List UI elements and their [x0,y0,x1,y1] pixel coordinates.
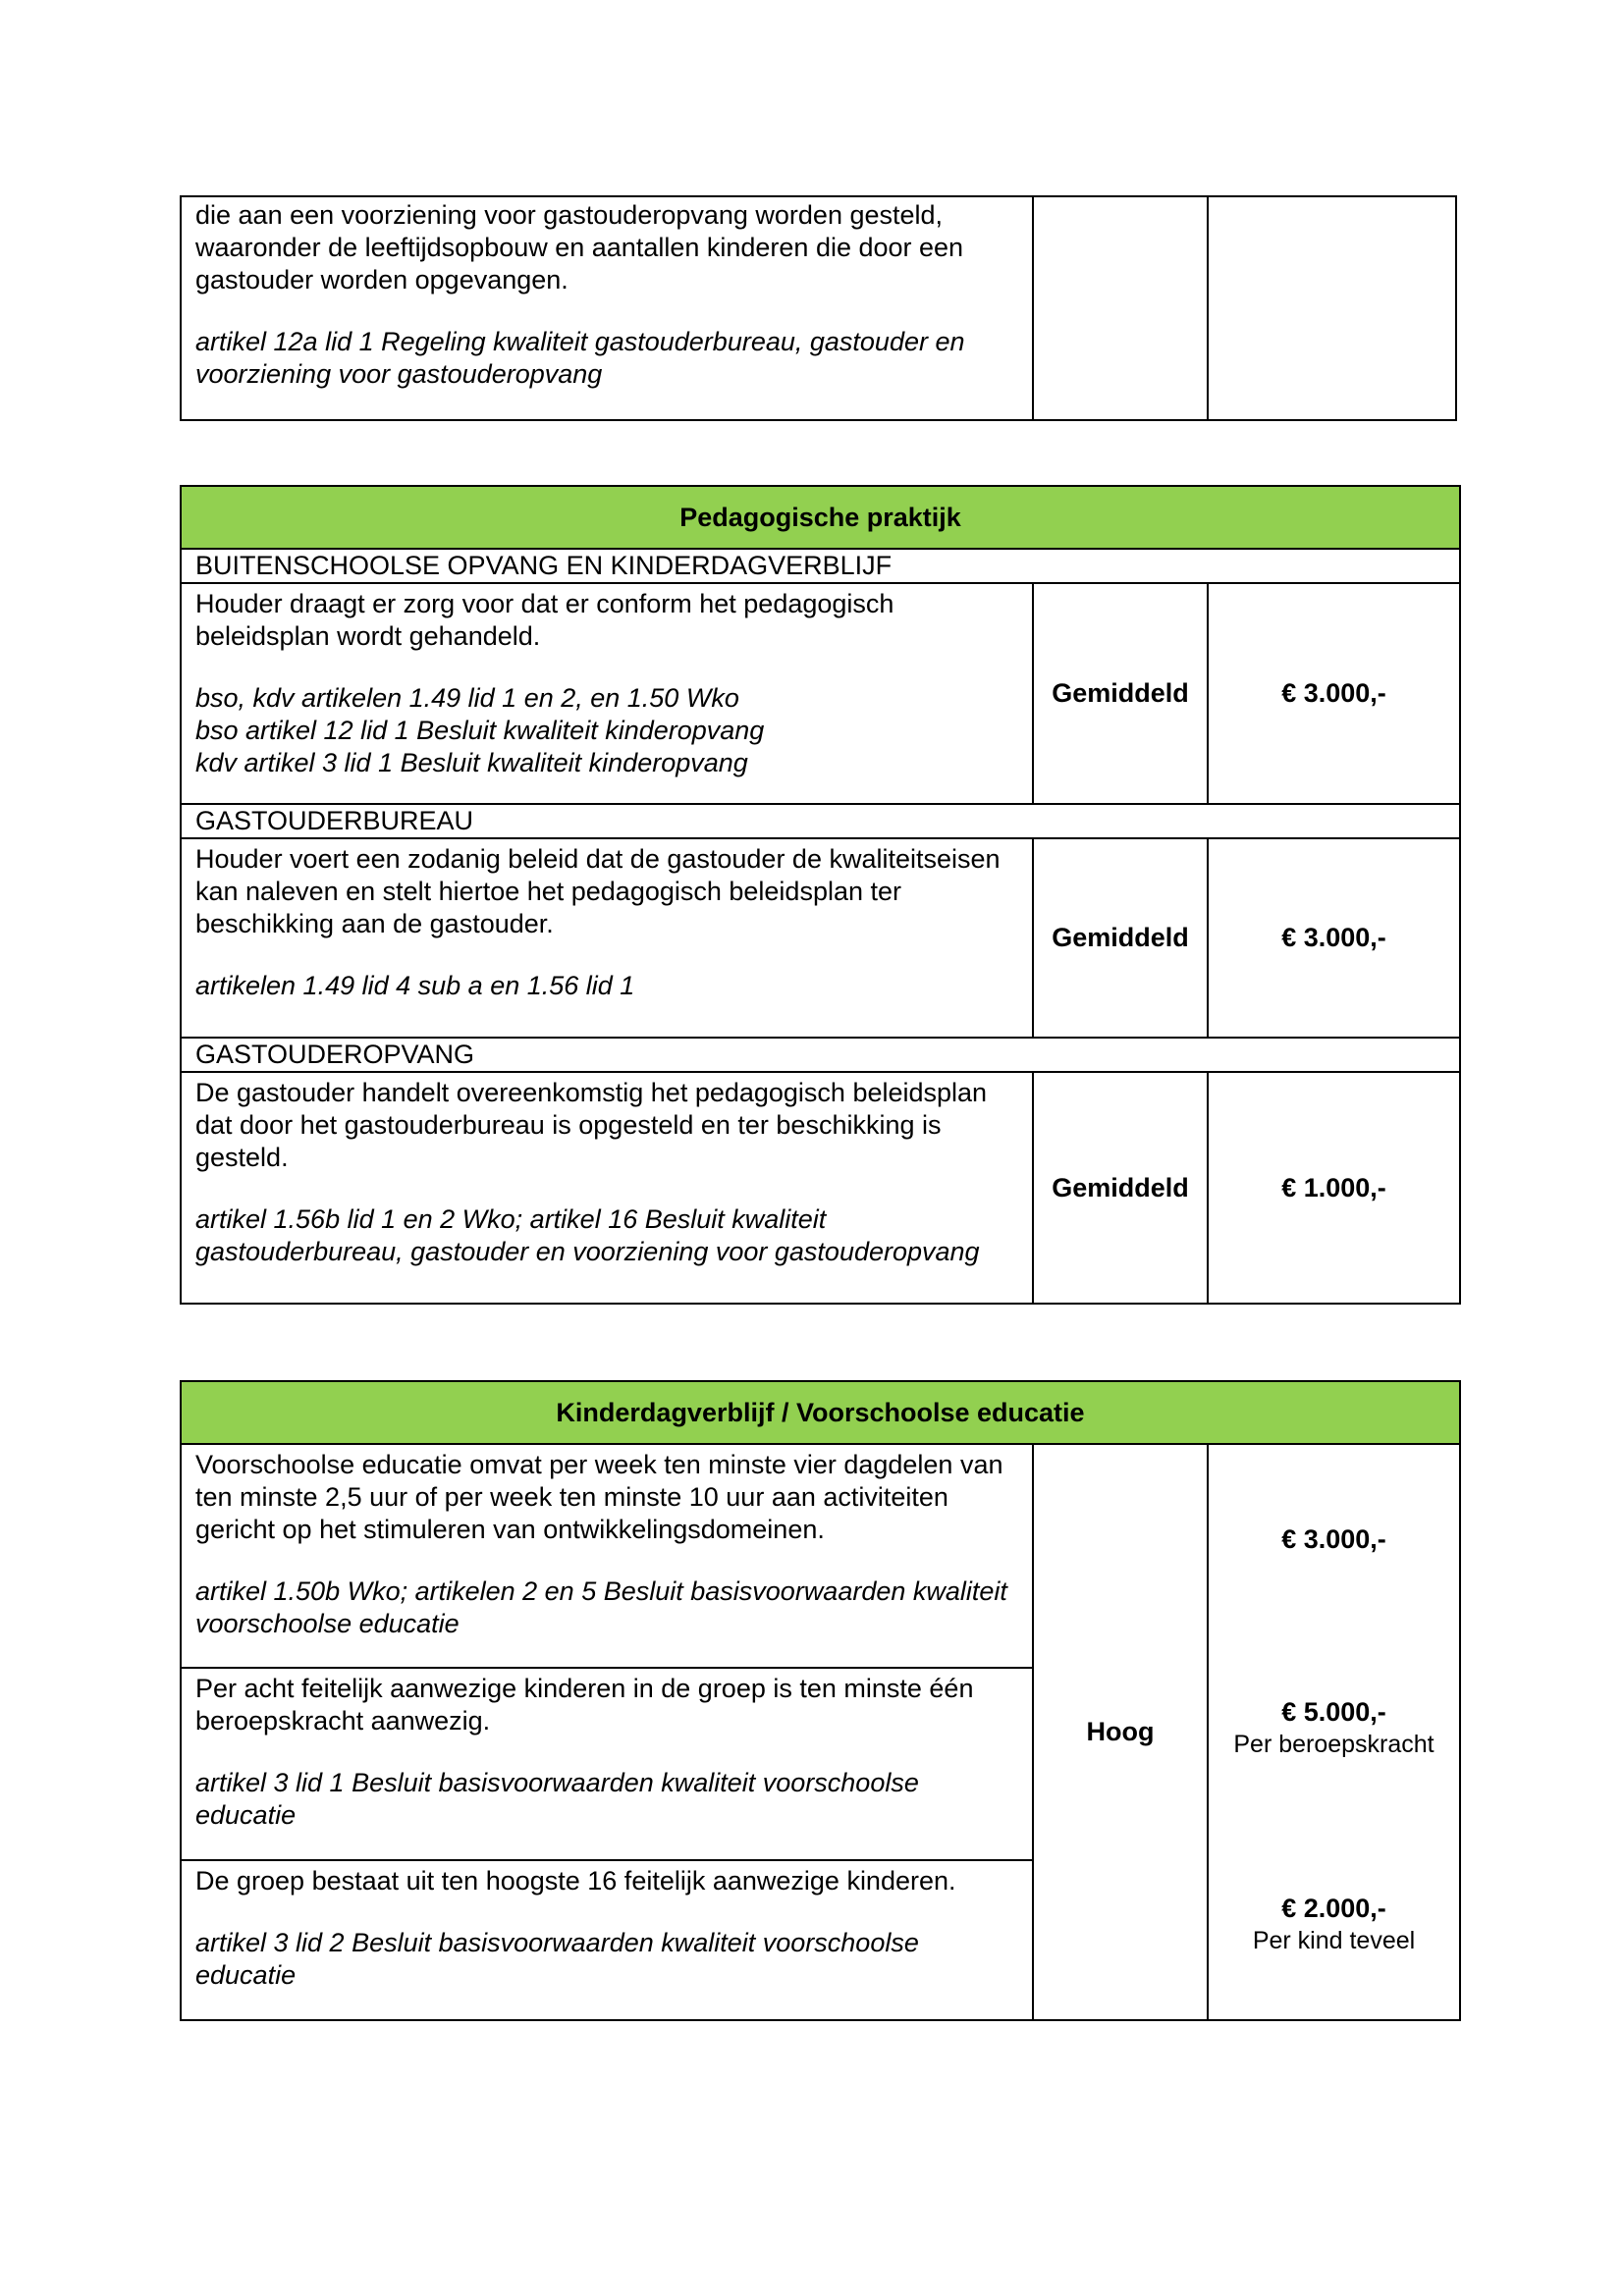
table-title: Kinderdagverblijf / Voorschoolse educatie [181,1381,1460,1444]
severity-level: Gemiddeld [1033,838,1208,1038]
level-cell [1033,196,1208,420]
severity-level: Gemiddeld [1033,1072,1208,1304]
continuation-table [180,195,1457,421]
section-header: BUITENSCHOOLSE OPVANG EN KINDERDAGVERBLIJF [181,549,1460,583]
requirement-text: die aan een voorziening voor gastouderopvang worden gesteld, waaronder de leeftijdsopbouw en aantallen kinderen die door een gastouder worden opgevangen. [195,200,964,294]
fine-note: Per beroepskracht [1233,1731,1435,1758]
fine-note: Per kind teveel [1252,1927,1416,1954]
requirement-cell [181,838,1033,1038]
fine-amount: € 5.000,- [1281,1697,1386,1727]
requirement-cell [181,1444,1033,1668]
legal-reference: artikel 3 lid 1 Besluit basisvoorwaarden kwaliteit voorschoolse educatie [195,1768,919,1830]
fine-amount: € 3.000,- [1281,1524,1386,1554]
amount-cell [1208,196,1456,420]
legal-reference: artikel 3 lid 2 Besluit basisvoorwaarden kwaliteit voorschoolse educatie [195,1928,919,1990]
requirement-cell [181,1860,1033,2020]
legal-reference: artikelen 1.49 lid 4 sub a en 1.56 lid 1 [195,971,635,1000]
legal-reference: artikel 1.50b Wko; artikelen 2 en 5 Besluit basisvoorwaarden kwaliteit voorschoolse educatie [195,1576,1007,1638]
requirement-cell [181,583,1033,804]
amount-block [1209,1523,1459,1556]
severity-level: Gemiddeld [1033,583,1208,804]
requirement-text: Houder draagt er zorg voor dat er conform het pedagogisch beleidsplan wordt gehandeld. [195,589,894,651]
fine-amount: € 1.000,- [1208,1072,1460,1304]
table-title: Pedagogische praktijk [181,486,1460,549]
requirement-text: Voorschoolse educatie omvat per week ten minste vier dagdelen van ten minste 2,5 uur of per week ten minste 10 uur aan activiteiten gericht op het stimuleren van ontwikkelingsdomeinen. [195,1450,1003,1544]
legal-reference: bso artikel 12 lid 1 Besluit kwaliteit kinderopvang [195,716,765,745]
requirement-text: Houder voert een zodanig beleid dat de gastouder de kwaliteitseisen kan naleven en stelt hiertoe het pedagogisch beleidsplan ter beschikking aan de gastouder. [195,844,1001,938]
severity-level: Hoog [1033,1444,1208,2020]
requirement-cell [181,1072,1033,1304]
requirement-text: Per acht feitelijk aanwezige kinderen in de groep is ten minste één beroepskracht aanwezig. [195,1674,974,1735]
fine-amount: € 3.000,- [1208,583,1460,804]
fine-amount: € 2.000,- [1281,1894,1386,1923]
section-header: GASTOUDEROPVANG [181,1038,1460,1072]
section-header: GASTOUDERBUREAU [181,804,1460,838]
legal-reference: bso, kdv artikelen 1.49 lid 1 en 2, en 1.50 Wko [195,683,739,713]
requirement-cell [181,196,1033,420]
amount-column [1208,1444,1460,2020]
legal-reference: kdv artikel 3 lid 1 Besluit kwaliteit kinderopvang [195,748,748,777]
pedagogische-praktijk-table [180,485,1461,1305]
amount-block [1209,1696,1459,1760]
amount-block [1209,1893,1459,1956]
legal-reference: artikel 1.56b lid 1 en 2 Wko; artikel 16 Besluit kwaliteit gastouderbureau, gastouder en voorziening voor gastouderopvang [195,1204,980,1266]
requirement-text: De groep bestaat uit ten hoogste 16 feitelijk aanwezige kinderen. [195,1866,956,1896]
voorschoolse-educatie-table [180,1380,1461,2021]
fine-amount: € 3.000,- [1208,838,1460,1038]
legal-reference: artikel 12a lid 1 Regeling kwaliteit gastouderbureau, gastouder en voorziening voor gastouderopvang [195,327,965,389]
requirement-text: De gastouder handelt overeenkomstig het pedagogisch beleidsplan dat door het gastouderbureau is opgesteld en ter beschikking is gesteld. [195,1078,988,1172]
requirement-cell [181,1668,1033,1860]
